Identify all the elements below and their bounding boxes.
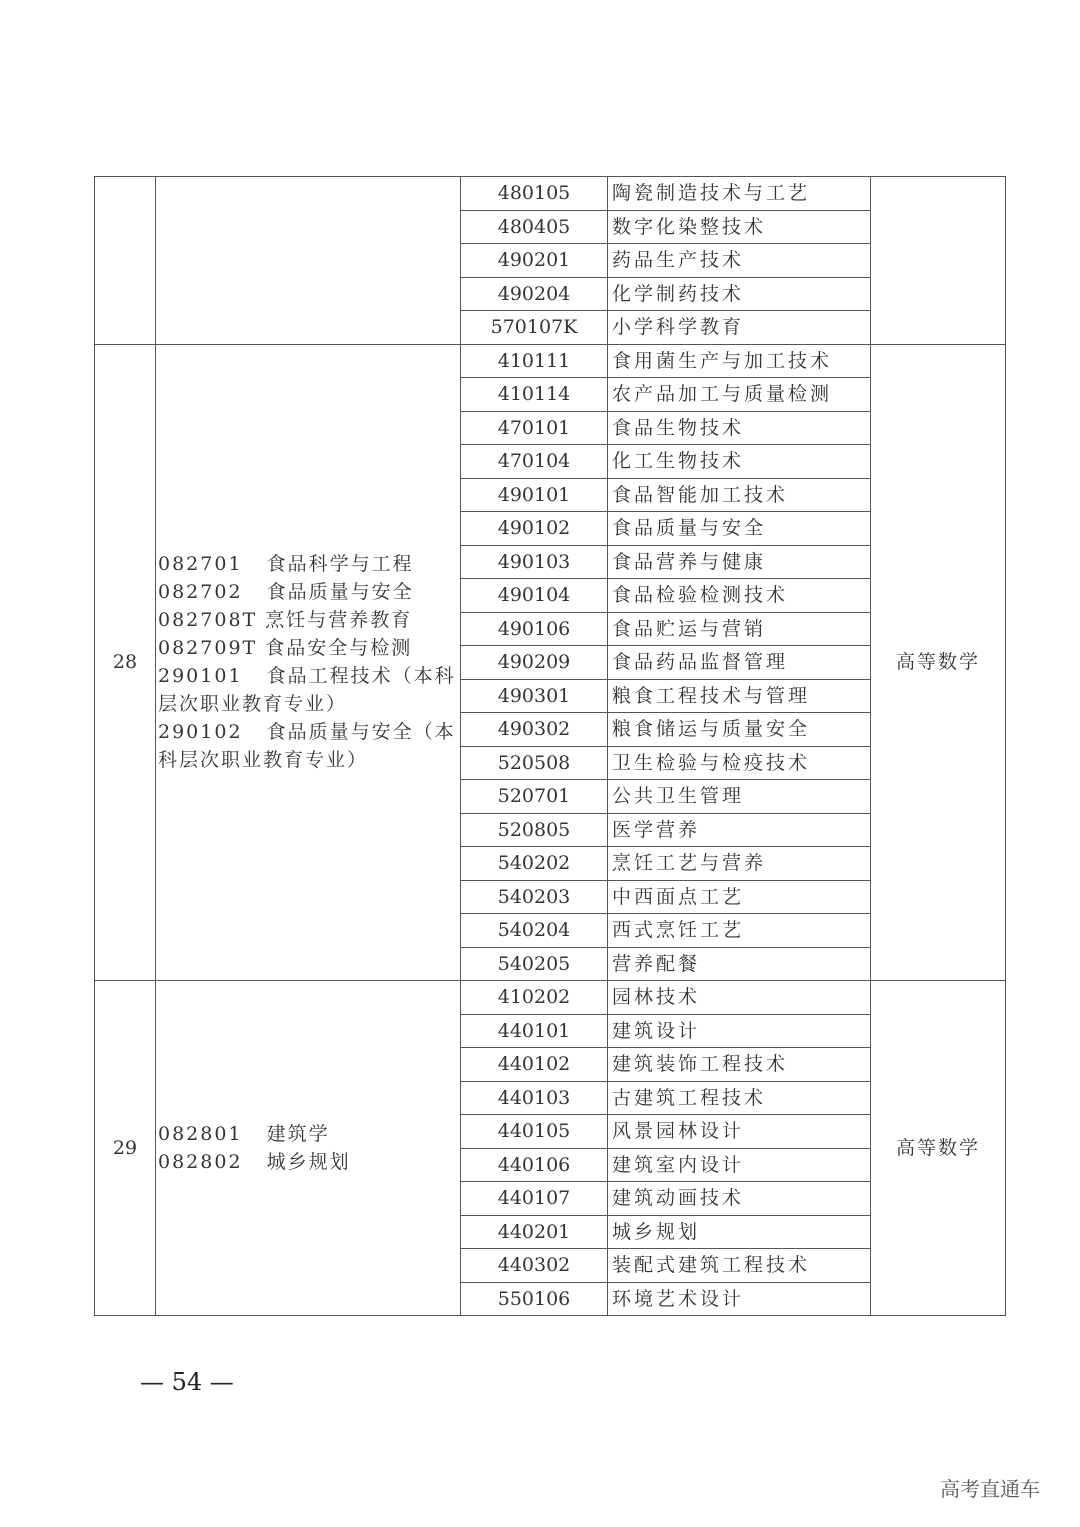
vocational-code: 480405 — [461, 210, 608, 244]
vocational-major-name: 医学营养 — [608, 813, 871, 847]
vocational-major-name: 化工生物技术 — [608, 445, 871, 479]
vocational-major-name: 数字化染整技术 — [608, 210, 871, 244]
vocational-code: 550106 — [461, 1282, 608, 1316]
vocational-code: 490302 — [461, 713, 608, 747]
vocational-code: 440102 — [461, 1048, 608, 1082]
vocational-major-name: 城乡规划 — [608, 1215, 871, 1249]
vocational-major-name: 装配式建筑工程技术 — [608, 1249, 871, 1283]
vocational-major-name: 食品质量与安全 — [608, 512, 871, 546]
vocational-major-name: 风景园林设计 — [608, 1115, 871, 1149]
page-number: — 54 — — [140, 1368, 234, 1396]
group-number: 28 — [95, 344, 156, 981]
vocational-major-name: 园林技术 — [608, 981, 871, 1015]
table-row — [95, 344, 1006, 378]
exam-subject: 高等数学 — [871, 981, 1006, 1316]
vocational-major-name: 烹饪工艺与营养 — [608, 847, 871, 881]
group-number — [95, 177, 156, 345]
vocational-code: 440302 — [461, 1249, 608, 1283]
vocational-code: 540204 — [461, 914, 608, 948]
vocational-major-name: 环境艺术设计 — [608, 1282, 871, 1316]
vocational-code: 410111 — [461, 344, 608, 378]
vocational-major-name: 农产品加工与质量检测 — [608, 378, 871, 412]
vocational-major-name: 食品药品监督管理 — [608, 646, 871, 680]
vocational-major-name: 食品营养与健康 — [608, 545, 871, 579]
major-entry: 290102 食品质量与安全（本科层次职业教育专业） — [158, 721, 456, 772]
vocational-code: 440201 — [461, 1215, 608, 1249]
vocational-major-name: 公共卫生管理 — [608, 780, 871, 814]
major-entry: 082702 食品质量与安全 — [158, 581, 414, 604]
exam-subject — [871, 177, 1006, 345]
vocational-major-name: 食品智能加工技术 — [608, 478, 871, 512]
major-entry: 082701 食品科学与工程 — [158, 553, 414, 576]
vocational-major-name: 建筑装饰工程技术 — [608, 1048, 871, 1082]
vocational-code: 490106 — [461, 612, 608, 646]
vocational-code: 490204 — [461, 277, 608, 311]
vocational-major-name: 粮食储运与质量安全 — [608, 713, 871, 747]
vocational-major-name: 西式烹饪工艺 — [608, 914, 871, 948]
vocational-code: 470101 — [461, 411, 608, 445]
vocational-major-name: 营养配餐 — [608, 947, 871, 981]
vocational-code: 440105 — [461, 1115, 608, 1149]
undergraduate-majors — [156, 981, 461, 1316]
vocational-code: 520805 — [461, 813, 608, 847]
vocational-major-name: 粮食工程技术与管理 — [608, 679, 871, 713]
vocational-major-name: 建筑设计 — [608, 1014, 871, 1048]
vocational-major-name: 建筑室内设计 — [608, 1148, 871, 1182]
vocational-code: 470104 — [461, 445, 608, 479]
majors-table — [94, 176, 1006, 1316]
majors-table-body — [95, 177, 1006, 1316]
vocational-code: 480105 — [461, 177, 608, 211]
vocational-code: 490201 — [461, 244, 608, 278]
vocational-major-name: 食品生物技术 — [608, 411, 871, 445]
vocational-code: 490301 — [461, 679, 608, 713]
watermark: 高考直通车 — [940, 1477, 1040, 1501]
vocational-code: 490103 — [461, 545, 608, 579]
vocational-code: 490209 — [461, 646, 608, 680]
vocational-code: 520701 — [461, 780, 608, 814]
major-entry: 082709T 食品安全与检测 — [158, 637, 413, 660]
vocational-code: 540205 — [461, 947, 608, 981]
vocational-major-name: 食品贮运与营销 — [608, 612, 871, 646]
vocational-major-name: 中西面点工艺 — [608, 880, 871, 914]
vocational-major-name: 卫生检验与检疫技术 — [608, 746, 871, 780]
vocational-code: 410114 — [461, 378, 608, 412]
major-entry: 082802 城乡规划 — [158, 1151, 351, 1173]
vocational-code: 440101 — [461, 1014, 608, 1048]
vocational-major-name: 食用菌生产与加工技术 — [608, 344, 871, 378]
vocational-code: 440103 — [461, 1081, 608, 1115]
table-row — [95, 981, 1006, 1015]
exam-subject: 高等数学 — [871, 344, 1006, 981]
vocational-code: 540203 — [461, 880, 608, 914]
undergraduate-majors — [156, 177, 461, 345]
vocational-major-name: 古建筑工程技术 — [608, 1081, 871, 1115]
vocational-major-name: 建筑动画技术 — [608, 1182, 871, 1216]
vocational-code: 540202 — [461, 847, 608, 881]
vocational-major-name: 小学科学教育 — [608, 311, 871, 345]
group-number: 29 — [95, 981, 156, 1316]
vocational-code: 570107K — [461, 311, 608, 345]
table-row — [95, 177, 1006, 211]
vocational-code: 490104 — [461, 579, 608, 613]
major-entry: 082801 建筑学 — [158, 1123, 330, 1145]
vocational-major-name: 食品检验检测技术 — [608, 579, 871, 613]
vocational-code: 440106 — [461, 1148, 608, 1182]
vocational-major-name: 药品生产技术 — [608, 244, 871, 278]
vocational-code: 410202 — [461, 981, 608, 1015]
vocational-major-name: 化学制药技术 — [608, 277, 871, 311]
undergraduate-majors — [156, 344, 461, 981]
vocational-code: 490102 — [461, 512, 608, 546]
vocational-major-name: 陶瓷制造技术与工艺 — [608, 177, 871, 211]
vocational-code: 440107 — [461, 1182, 608, 1216]
vocational-code: 520508 — [461, 746, 608, 780]
major-entry: 082708T 烹饪与营养教育 — [158, 609, 413, 632]
major-entry: 290101 食品工程技术（本科层次职业教育专业） — [158, 665, 456, 716]
vocational-code: 490101 — [461, 478, 608, 512]
